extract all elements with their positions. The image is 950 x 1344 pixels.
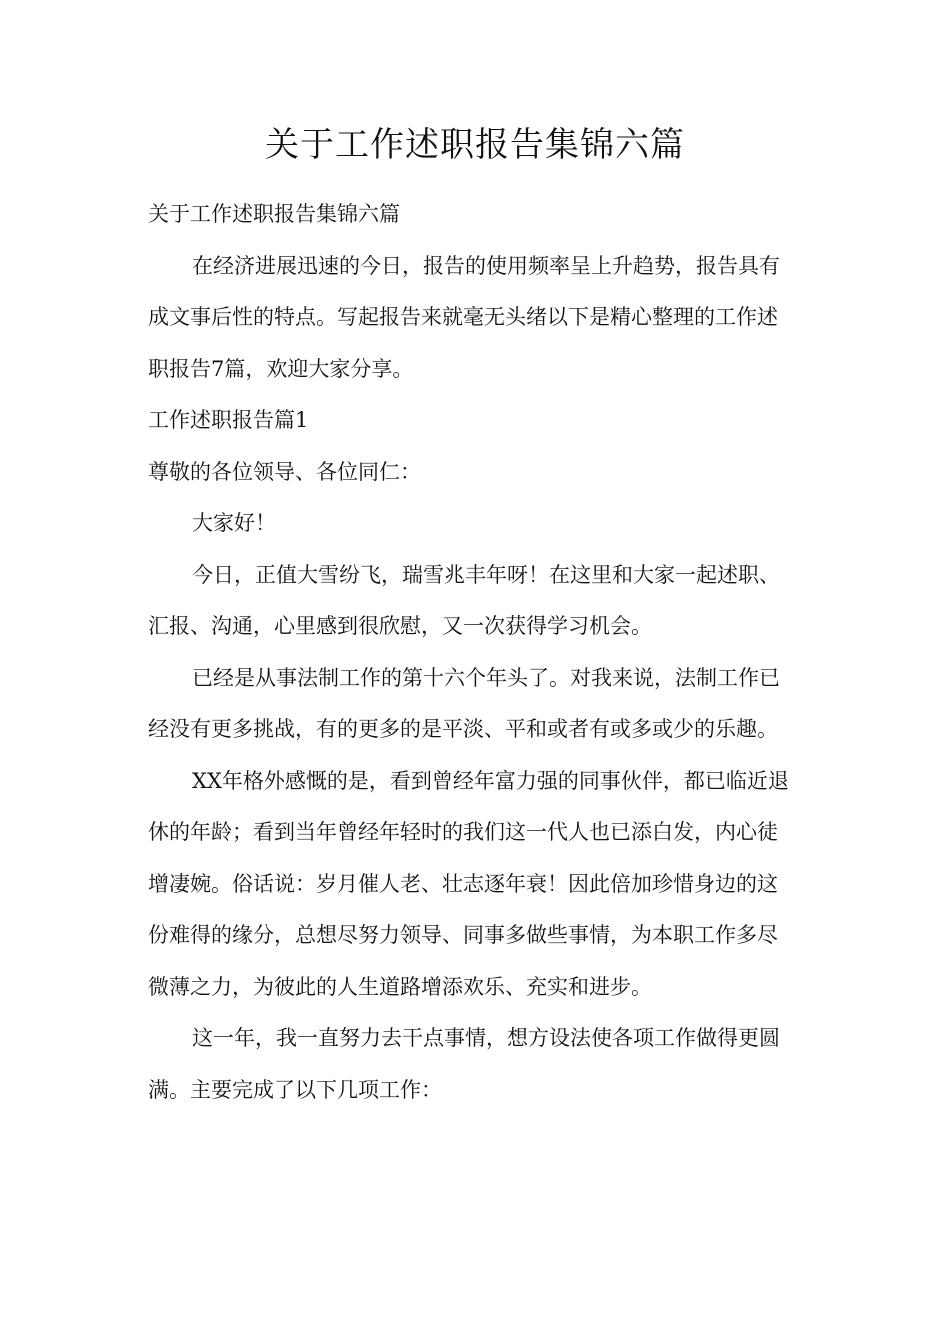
section-heading: 工作述职报告篇1 [148,408,309,432]
greeting: 大家好！ [192,511,276,535]
salutation: 尊敬的各位领导、各位同仁： [148,459,421,484]
body-paragraph: 已经是从事法制工作的第十六个年头了。对我来说，法制工作已经没有更多挑战，有的更多的是平淡、平和或者有或多或少的乐趣。 [148,665,780,741]
document-subtitle: 关于工作述职报告集锦六篇 [148,202,400,226]
body-paragraph: 今日，正值大雪纷飞，瑞雪兆丰年呀！在这里和大家一起述职、汇报、沟通，心里感到很欣慰，又一次获得学习机会。 [148,562,780,638]
body-paragraph: XX年格外感慨的是，看到曾经年富力强的同事伙伴，都已临近退休的年龄；看到当年曾经年轻时的我们这一代人也已添白发，内心徒增凄婉。俗话说：岁月催人老、壮志逐年衰！因此倍加珍惜身边的这份难得的缘分，总想尽努力领导、同事多做些事情，为本职工作多尽微薄之力，为彼此的人生道路增添欢乐、充实和进步。 [148,768,789,999]
document-title: 关于工作述职报告集锦六篇 [265,125,685,165]
document-body [148,189,798,1116]
intro-paragraph: 在经济进展迅速的今日，报告的使用频率呈上升趋势，报告具有成文事后性的特点。写起报告来就毫无头绪以下是精心整理的工作述职报告7篇，欢迎大家分享。 [148,253,780,381]
body-paragraph: 这一年，我一直努力去干点事情，想方设法使各项工作做得更圆满。主要完成了以下几项工作： [148,1026,780,1102]
